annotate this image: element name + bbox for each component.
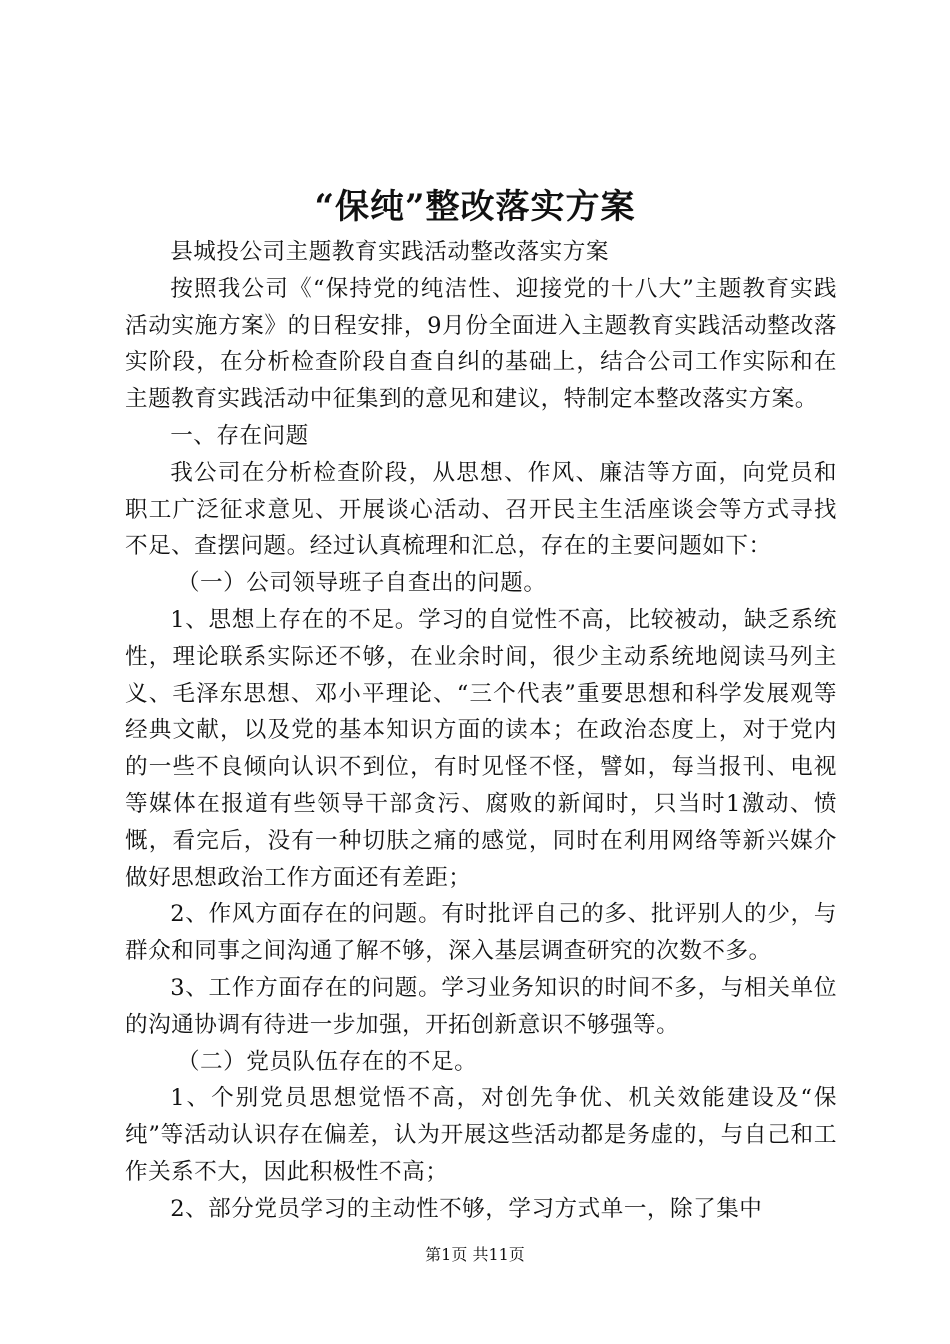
paragraph-problems-overview: 我公司在分析检查阶段，从思想、作风、廉洁等方面，向党员和职工广泛征求意见、开展谈心活动、召开民主生活座谈会等方式寻找不足、查摆问题。经过认真梳理和汇总，存在的主要问题如下： — [125, 459, 837, 560]
paragraph-members-awareness: 1、个别党员思想觉悟不高，对创先争优、机关效能建设及“保纯”等活动认识存在偏差，认为开展这些活动都是务虚的，与自己和工作关系不大，因此积极性不高； — [125, 1085, 837, 1185]
paragraph-subtitle: 县城投公司主题教育实践活动整改落实方案 — [170, 239, 609, 265]
paragraph-leadership-style: 2、作风方面存在的问题。有时批评自己的多、批评别人的少，与群众和同事之间沟通了解不够，深入基层调查研究的次数不多。 — [125, 901, 837, 965]
paragraph-intro: 按照我公司《“保持党的纯洁性、迎接党的十八大”主题教育实践活动实施方案》的日程安排，9月份全面进入主题教育实践活动整改落实阶段，在分析检查阶段自查自纠的基础上，结合公司工作实际和在主题教育实践活动中征集到的意见和建议，特制定本整改落实方案。 — [125, 275, 837, 413]
paragraph-members-study: 2、部分党员学习的主动性不够，学习方式单一，除了集中 — [170, 1195, 763, 1222]
subsection-heading-leadership: （一）公司领导班子自查出的问题。 — [176, 570, 547, 597]
section-heading-problems: 一、存在问题 — [170, 422, 309, 449]
page-number-footer: 第1页 共11页 — [425, 1245, 525, 1264]
paragraph-leadership-work: 3、工作方面存在的问题。学习业务知识的时间不多，与相关单位的沟通协调有待进一步加强，开拓创新意识不够强等。 — [125, 974, 837, 1038]
document-body — [125, 234, 837, 1228]
document-title: “保纯”整改落实方案 — [314, 187, 636, 227]
subsection-heading-members: （二）党员队伍存在的不足。 — [176, 1048, 478, 1075]
paragraph-leadership-thought: 1、思想上存在的不足。学习的自觉性不高，比较被动，缺乏系统性，理论联系实际还不够，在业余时间，很少主动系统地阅读马列主义、毛泽东思想、邓小平理论、“三个代表”重要思想和科学发展观等经典文献，以及党的基本知识方面的读本；在政治态度上，对于党内的一些不良倾向认识不到位，有时见怪不怪，譬如，每当报刊、电视等媒体在报道有些领导干部贪污、腐败的新闻时，只当时1激动、愤慨，看完后，没有一种切肤之痛的感觉，同时在利用网络等新兴媒介做好思想政治工作方面还有差距； — [125, 606, 837, 891]
